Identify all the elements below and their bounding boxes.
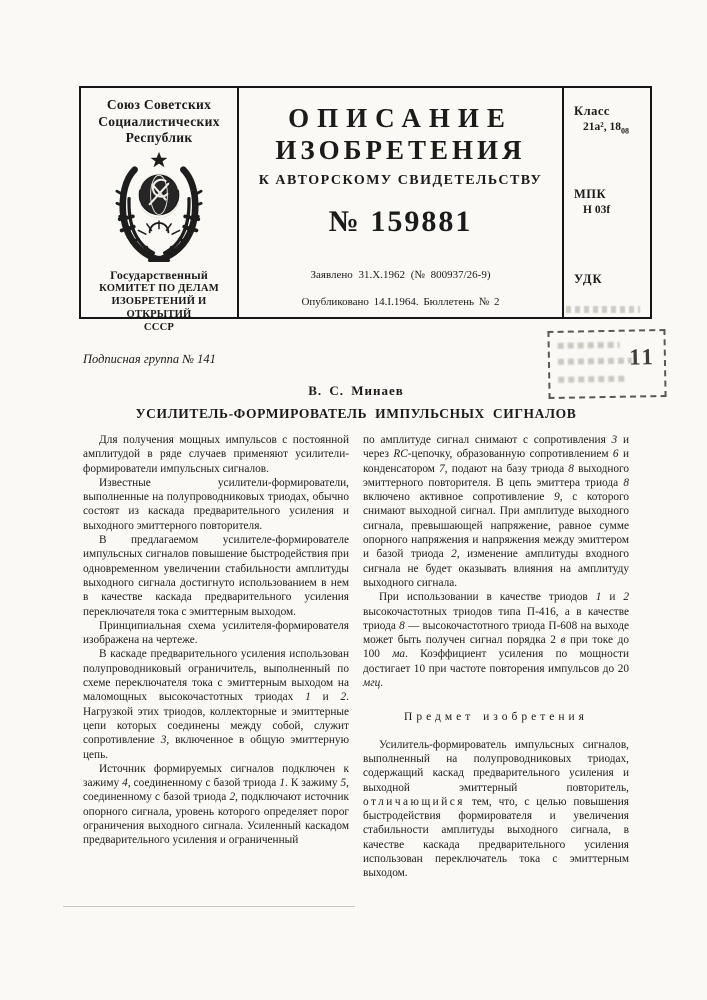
faded-ink-smudge bbox=[566, 306, 640, 313]
union-name-line: Республик bbox=[125, 130, 193, 145]
section-heading: Предмет изобретения bbox=[404, 711, 588, 724]
faded-stamp-text bbox=[558, 342, 620, 349]
body-columns bbox=[83, 433, 629, 881]
faded-stamp-text bbox=[558, 358, 632, 365]
header-left-cell bbox=[81, 88, 239, 333]
body-paragraph: При использовании в качестве триодов 1 и 2 высокочастотных триодов типа П-416, а в качестве триода 8 — высокочастотного триода П-608 на выходе может быть получен сигнал порядка 2 в при токе до 100 ма. Коэффициент усиления по мощности достигает 10 при частоте повторения импульсов до 20 мгц. bbox=[363, 591, 630, 690]
patent-number: № 159881 bbox=[328, 205, 473, 238]
author-name: В. С. Минаев bbox=[308, 383, 404, 398]
stamp-number: 11 bbox=[628, 344, 656, 370]
body-paragraph: В предлагаемом усилителе-формирователе импульсных сигналов повышение быстродействия при одновременном увеличении стабильности амплитуды выходного сигнала достигнуто использованием в нем в качестве каскада предварительного усиления переключателя тока с эмиттерным выходом. bbox=[83, 534, 349, 618]
class-value: 21а², $18_{08}$ bbox=[583, 121, 629, 136]
body-paragraph: Принципиальная схема усилителя-формирователя изображена на чертеже. bbox=[83, 619, 349, 647]
committee-line: ИЗОБРЕТЕНИЙ И ОТКРЫТИЙ bbox=[111, 295, 207, 320]
body-paragraph: В каскаде предварительного усиления использован полупроводниковый ограничитель, выполненный по схеме переключателя тока с эмиттерным выходом на маломощных высокочастотных триодах 1 и 2. Нагрузкой этих триодов, коллекторные и эмиттерные цепи которых соединены между собой, служит сопротивление 3, включенное в общую эмиттерную цепь. bbox=[83, 648, 350, 761]
left-column bbox=[83, 433, 349, 881]
committee-line: СССР bbox=[143, 321, 175, 333]
class-label: Класс bbox=[574, 104, 610, 118]
union-name-line: Социалистических bbox=[98, 113, 220, 129]
subscription-group-line: Подписная группа № 141 bbox=[83, 352, 216, 366]
application-date-line: Заявлено 31.X.1962 (№ 800937/26-9) bbox=[310, 269, 491, 281]
header-center-cell bbox=[239, 88, 564, 317]
document-type-title: ОПИСАНИЕ bbox=[288, 103, 513, 133]
header-right-cell bbox=[564, 88, 650, 317]
body-paragraph: Усилитель-формирователь импульсных сигналов, выполненный на полупроводниковых триодах, содержащий каскад предварительного усиления и выходной эмиттерный повторитель, отличающийся тем, что, с целью повышения быстродействия формирователя и увеличения стабильности амплитуды выходного сигнала, в качестве каскада предварительного усиления использован переключатель тока с эмиттерным выходом. bbox=[363, 738, 629, 880]
udk-label: УДК bbox=[574, 272, 603, 287]
mpk-value: Н 03f bbox=[583, 204, 611, 217]
committee-line: КОМИТЕТ ПО ДЕЛАМ bbox=[99, 282, 219, 294]
document-subtitle: К АВТОРСКОМУ СВИДЕТЕЛЬСТВУ bbox=[258, 173, 543, 188]
body-paragraph: по амплитуде сигнал снимают с сопротивления 3 и через RC-цепочку, образованную сопротивлением 6 и конденсатором 7, подают на базу триода 8 выходного эмиттерного повторителя. В цепь эмиттера триода 8 включено активное сопротивление 9, с которого снимают выходной сигнал. При амплитуде выходного сигнала, превышающей напряжение, равное сумме опорного напряжения и напряжения между эмиттером и базой триода 2, изменение амплитуды входного сигнала не будет оказывать влияния на амплитуду выходного сигнала. bbox=[363, 434, 630, 589]
publication-date-line: Опубликовано 14.I.1964. Бюллетень № 2 bbox=[301, 296, 500, 308]
body-paragraph: Для получения мощных импульсов с постоянной амплитудой в ряде случаев применяют усилители-формирователи импульсных сигналов. bbox=[83, 434, 349, 475]
mpk-label: МПК bbox=[574, 187, 607, 202]
ussr-coat-of-arms-icon bbox=[112, 150, 206, 266]
document-type-title: ИЗОБРЕТЕНИЯ bbox=[275, 135, 526, 165]
footer-rule bbox=[63, 906, 355, 907]
right-column bbox=[363, 433, 629, 881]
body-paragraph: Источник формируемых сигналов подключен к зажиму 4, соединенному с базой триода 1. К зажиму 5, соединенному с базой триода 2, подключают источник опорного сигнала, уровень которого определяет порог ограничения выходного сигнала. Усиленный каскадом предварительного усиления и ограниченный bbox=[83, 762, 349, 847]
faded-stamp-text bbox=[558, 376, 626, 383]
union-name-line: Союз Советских bbox=[106, 97, 212, 112]
invention-title: УСИЛИТЕЛЬ-ФОРМИРОВАТЕЛЬ ИМПУЛЬСНЫХ СИГНАЛОВ bbox=[135, 406, 577, 421]
body-paragraph: Известные усилители-формирователи, выполненные на полупроводниковых триодах, обычно состоят из каскада предварительного усиления и выходного эмиттерного повторителя. bbox=[83, 476, 349, 532]
committee-line: Государственный bbox=[110, 267, 208, 282]
header-box bbox=[79, 86, 652, 333]
